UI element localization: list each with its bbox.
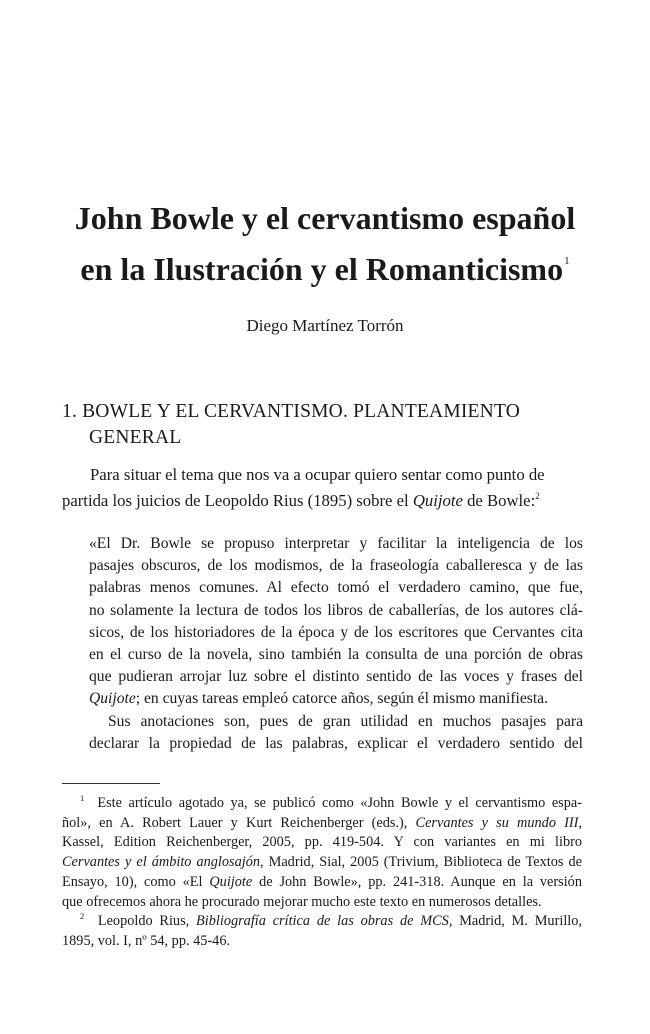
footnote-2-line-1	[62, 912, 582, 932]
quote-line-7: que pudieran arrojar luz sobre el distinto sentido de las voces y frases del	[89, 668, 583, 686]
quote-line-10: declarar la propiedad de las palabras, explicar el verdadero sentido del	[89, 734, 583, 752]
footnote-1-line-2-end: ,	[578, 814, 583, 831]
title-line-1: John Bowle y el cervantismo español	[74, 200, 576, 236]
section-heading-line-2: GENERAL	[89, 427, 182, 448]
footnote-1-italic-title: Cervantes y su mundo III	[415, 814, 579, 831]
title-line-2	[0, 240, 650, 291]
footnote-1-line-5-text: Ensayo, 10), como «El	[62, 873, 210, 890]
footnote-2-line-1-end: , Madrid, M. Murillo,	[448, 913, 582, 930]
intro-line-2-text: partida los juicios de Leopoldo Rius (1895) sobre el	[62, 491, 413, 510]
footnote-1-line-2-text: ñol», en A. Robert Lauer y Kurt Reichenberger (eds.),	[62, 814, 416, 831]
footnote-1-line-4	[62, 853, 582, 873]
author-name: Diego Martínez Torrón	[246, 316, 404, 335]
block-quote	[89, 533, 583, 755]
intro-line-2-end: de Bowle:	[462, 491, 536, 510]
quote-italic-quijote: Quijote	[89, 690, 136, 708]
title-line-2-text: en la Ilustración y el Romanticismo	[80, 251, 564, 287]
footnote-2-line-2: 1895, vol. I, nº 54, pp. 45-46.	[62, 932, 231, 949]
intro-footnote-ref[interactable]: 2	[535, 491, 540, 501]
quote-line-1: «El Dr. Bowle se propuso interpretar y facilitar la inteligencia de los	[89, 535, 583, 552]
quote-line-8	[89, 688, 583, 710]
quote-line-8-text: ; en cuyas tareas empleó catorce años, según él mismo manifiesta.	[135, 690, 549, 708]
footnote-1-line-5-end: de John Bowle», pp. 241-318. Aunque en la versión	[252, 873, 582, 890]
footnote-2-italic-title: Bibliografía crítica de las obras de MCS	[196, 913, 449, 930]
footnote-1-number: 1	[80, 793, 85, 803]
intro-line-2	[62, 488, 582, 514]
footnote-1-italic-book: Cervantes y el ámbito anglosajón	[62, 854, 261, 871]
article-title	[0, 197, 650, 291]
footnotes	[62, 794, 582, 952]
intro-line-1: Para situar el tema que nos va a ocupar quiero sentar como punto de	[90, 465, 545, 484]
section-heading	[62, 399, 602, 451]
quote-line-3: palabras menos comunes. Al efecto tomó el verdadero camino, que fue,	[89, 579, 583, 597]
section-heading-line-1: 1. BOWLE Y EL CERVANTISMO. PLANTEAMIENTO	[62, 401, 520, 422]
footnote-1-line-1	[62, 794, 582, 814]
quote-line-9: Sus anotaciones son, pues de gran utilidad en muchos pasajes para	[108, 712, 583, 730]
footnote-1-line-6: que ofrecemos ahora he procurado mejorar mucho este texto en numerosos detalles.	[62, 893, 542, 910]
intro-italic-quijote: Quijote	[412, 491, 463, 510]
footnote-2-number: 2	[80, 911, 85, 922]
footnote-1-line-5	[62, 873, 582, 893]
footnote-1-line-2	[62, 814, 582, 834]
footnote-1-line-1-text: Este artículo agotado ya, se publicó como «John Bowle y el cervantismo espa-	[97, 795, 582, 811]
footnote-2-line-1-text: Leopoldo Rius,	[97, 913, 197, 930]
title-footnote-ref[interactable]: 1	[564, 255, 570, 267]
quote-line-2: pasajes obscuros, de los modismos, de la fraseología caballeresca y de las	[89, 557, 583, 575]
quote-line-4: no solamente la lectura de todos los libros de caballerías, de los autores clá-	[89, 601, 583, 619]
footnote-1-line-4-text: , Madrid, Sial, 2005 (Trivium, Biblioteca de Textos de	[260, 854, 582, 871]
intro-paragraph	[62, 462, 582, 514]
quote-line-5: sicos, de los historiadores de la época y de los escritores que Cervantes cita	[89, 623, 583, 641]
quote-line-6: en el curso de la novela, sino también la consulta de una porción de obras	[89, 646, 583, 664]
footnote-1-line-3: Kassel, Edition Reichenberger, 2005, pp. 419-504. Y con variantes en mi libro	[62, 834, 582, 851]
footnote-1-italic-quijote: Quijote	[209, 873, 253, 890]
footnote-separator	[62, 783, 160, 784]
